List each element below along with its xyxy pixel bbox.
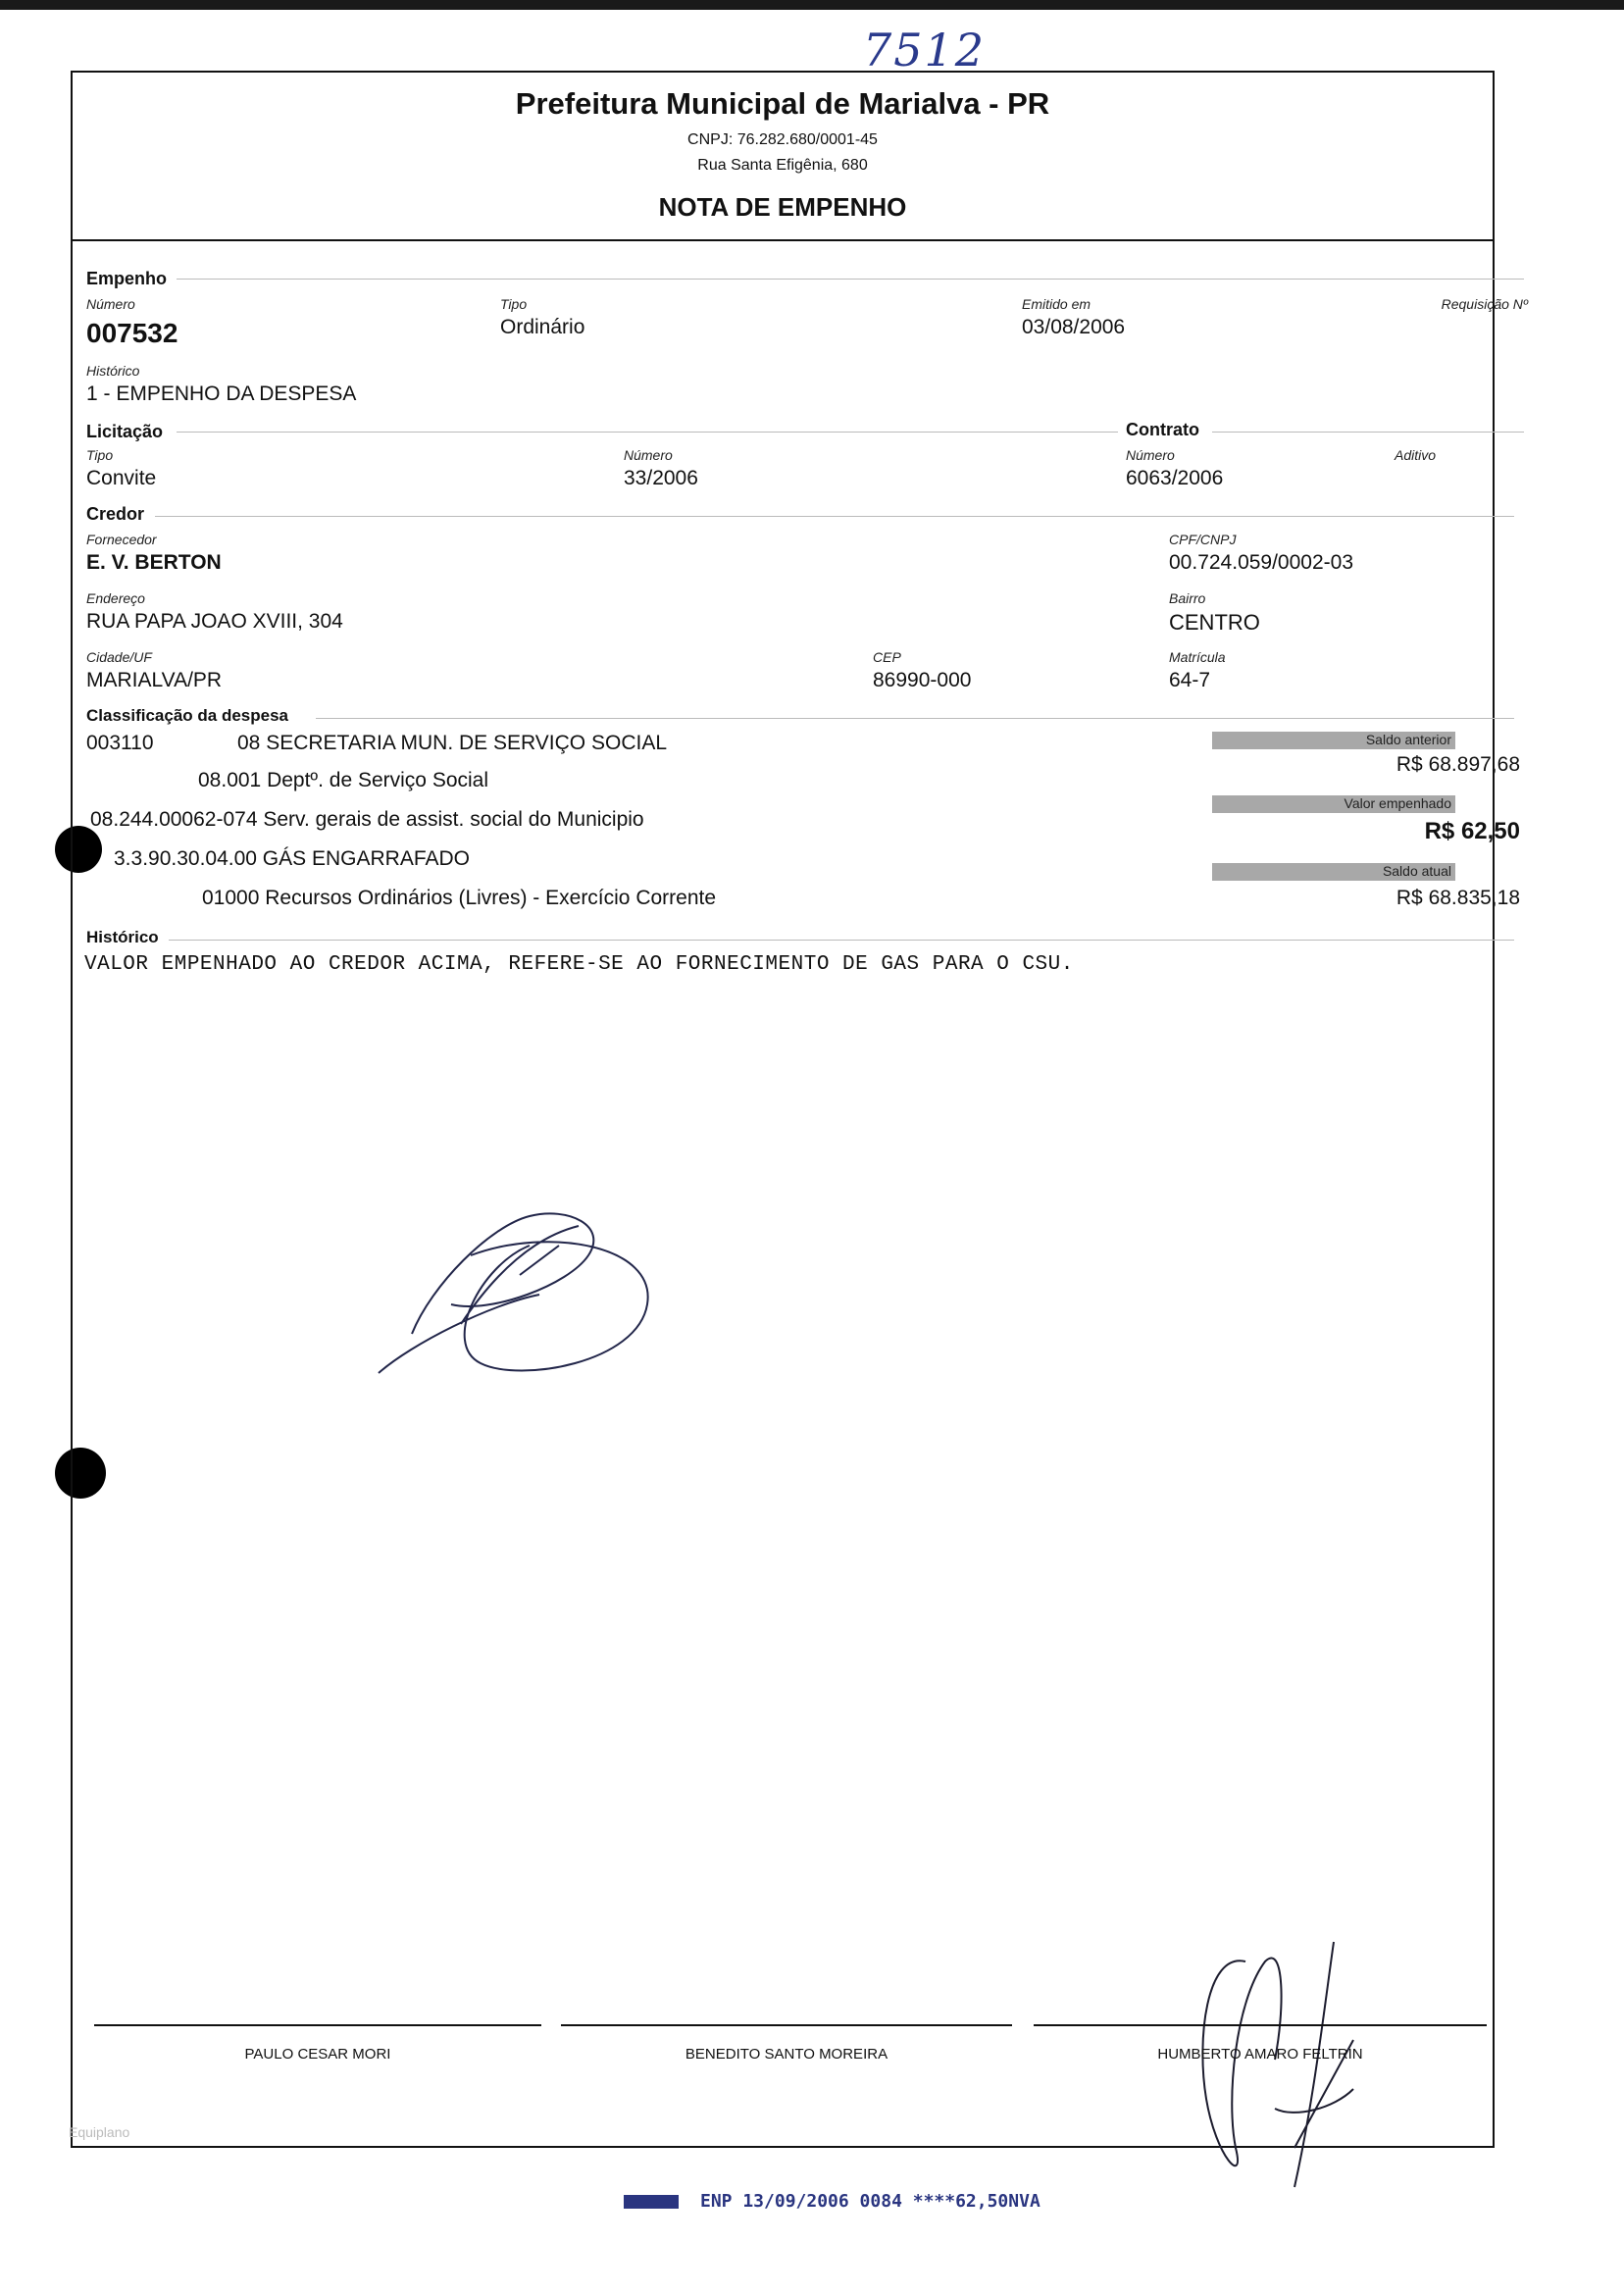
- classificacao-recurso: 01000 Recursos Ordinários (Livres) - Exercício Corrente: [202, 887, 717, 909]
- valor-empenhado-value: R$ 62,50: [1424, 818, 1520, 844]
- empenho-historico-label: Histórico: [86, 363, 140, 379]
- classificacao-code: 003110: [86, 732, 154, 754]
- signature-name-2: BENEDITO SANTO MOREIRA: [685, 2046, 888, 2063]
- fornecedor-label: Fornecedor: [86, 532, 157, 547]
- saldo-anterior-value: R$ 68.897,68: [1396, 753, 1520, 776]
- handwritten-page-number: 7512: [863, 24, 987, 76]
- section-divider: [169, 940, 1514, 941]
- scan-top-edge: [0, 0, 1624, 10]
- licitacao-numero: 33/2006: [624, 467, 698, 489]
- classificacao-elemento: 3.3.90.30.04.00 GÁS ENGARRAFADO: [114, 847, 471, 870]
- matricula-value: 64-7: [1169, 669, 1211, 691]
- historico-section-title: Histórico: [86, 928, 159, 946]
- cidade-label: Cidade/UF: [86, 649, 152, 665]
- software-watermark: Equiplano: [69, 2124, 130, 2140]
- valor-empenhado-bar: [1212, 795, 1455, 813]
- signature-line-2: [561, 2024, 1012, 2026]
- matricula-label: Matrícula: [1169, 649, 1226, 665]
- section-divider: [177, 279, 1524, 280]
- saldo-anterior-bar: [1212, 732, 1455, 749]
- credor-section-title: Credor: [86, 504, 145, 524]
- contrato-numero: 6063/2006: [1126, 467, 1224, 489]
- address-text: Rua Santa Efigênia, 680: [697, 157, 868, 174]
- section-divider: [177, 432, 1118, 433]
- historico-text: VALOR EMPENHADO AO CREDOR ACIMA, REFERE-SE AO FORNECIMENTO DE GAS PARA O CSU.: [84, 953, 1074, 976]
- saldo-atual-value: R$ 68.835,18: [1396, 887, 1520, 909]
- cep-label: CEP: [873, 649, 901, 665]
- classificacao-orgao: 08 SECRETARIA MUN. DE SERVIÇO SOCIAL: [237, 732, 668, 754]
- contrato-section-title: Contrato: [1126, 420, 1199, 439]
- document-title: NOTA DE EMPENHO: [658, 192, 907, 222]
- contrato-aditivo-label: Aditivo: [1395, 447, 1437, 463]
- licitacao-tipo: Convite: [86, 467, 157, 489]
- section-divider: [316, 718, 1514, 719]
- classificacao-unidade: 08.001 Deptº. de Serviço Social: [198, 769, 489, 791]
- fornecedor-name: E. V. BERTON: [86, 551, 222, 574]
- bairro-label: Bairro: [1169, 590, 1206, 606]
- emitido-date: 03/08/2006: [1022, 316, 1126, 338]
- requisicao-label: Requisição Nº: [1441, 296, 1528, 312]
- empenho-section-title: Empenho: [86, 269, 168, 288]
- document-header: [73, 73, 1493, 241]
- cep-value: 86990-000: [873, 669, 972, 691]
- saldo-atual-bar: [1212, 863, 1455, 881]
- signature-name-3: HUMBERTO AMARO FELTRIN: [1157, 2046, 1363, 2063]
- emitido-label: Emitido em: [1022, 296, 1091, 312]
- empenho-historico: 1 - EMPENHO DA DESPESA: [86, 382, 357, 405]
- classificacao-funcional: 08.244.00062-074 Serv. gerais de assist. social do Municipio: [90, 808, 644, 831]
- saldo-atual-label: Saldo atual: [1382, 863, 1451, 879]
- stamp-logo: [624, 2195, 679, 2209]
- bairro-value: CENTRO: [1169, 610, 1260, 635]
- contrato-numero-label: Número: [1126, 447, 1175, 463]
- cnpj-text: CNPJ: 76.282.680/0001-45: [687, 131, 878, 148]
- section-divider: [1212, 432, 1524, 433]
- saldo-anterior-label: Saldo anterior: [1365, 732, 1451, 747]
- licitacao-section-title: Licitação: [86, 422, 164, 441]
- signature-line-1: [94, 2024, 541, 2026]
- endereco-label: Endereço: [86, 590, 145, 606]
- cpf-cnpj-value: 00.724.059/0002-03: [1169, 551, 1354, 574]
- cpf-cnpj-label: CPF/CNPJ: [1169, 532, 1237, 547]
- section-divider: [155, 516, 1514, 517]
- signature-scribble-1: [373, 1187, 667, 1393]
- empenho-tipo-label: Tipo: [500, 296, 528, 312]
- municipality-title: Prefeitura Municipal de Marialva - PR: [515, 86, 1050, 121]
- bank-stamp: [624, 2191, 1040, 2212]
- cidade-value: MARIALVA/PR: [86, 669, 223, 691]
- signature-name-1: PAULO CESAR MORI: [244, 2046, 391, 2063]
- classificacao-section-title: Classificação da despesa: [86, 706, 289, 725]
- valor-empenhado-label: Valor empenhado: [1344, 795, 1451, 811]
- empenho-numero-label: Número: [86, 296, 135, 312]
- signature-line-3: [1034, 2024, 1487, 2026]
- bank-stamp-text: ENP 13/09/2006 0084 ****62,50NVA: [700, 2191, 1040, 2212]
- empenho-tipo: Ordinário: [500, 316, 585, 338]
- licitacao-tipo-label: Tipo: [86, 447, 114, 463]
- endereco-value: RUA PAPA JOAO XVIII, 304: [86, 610, 343, 633]
- empenho-numero: 007532: [86, 318, 178, 348]
- licitacao-numero-label: Número: [624, 447, 673, 463]
